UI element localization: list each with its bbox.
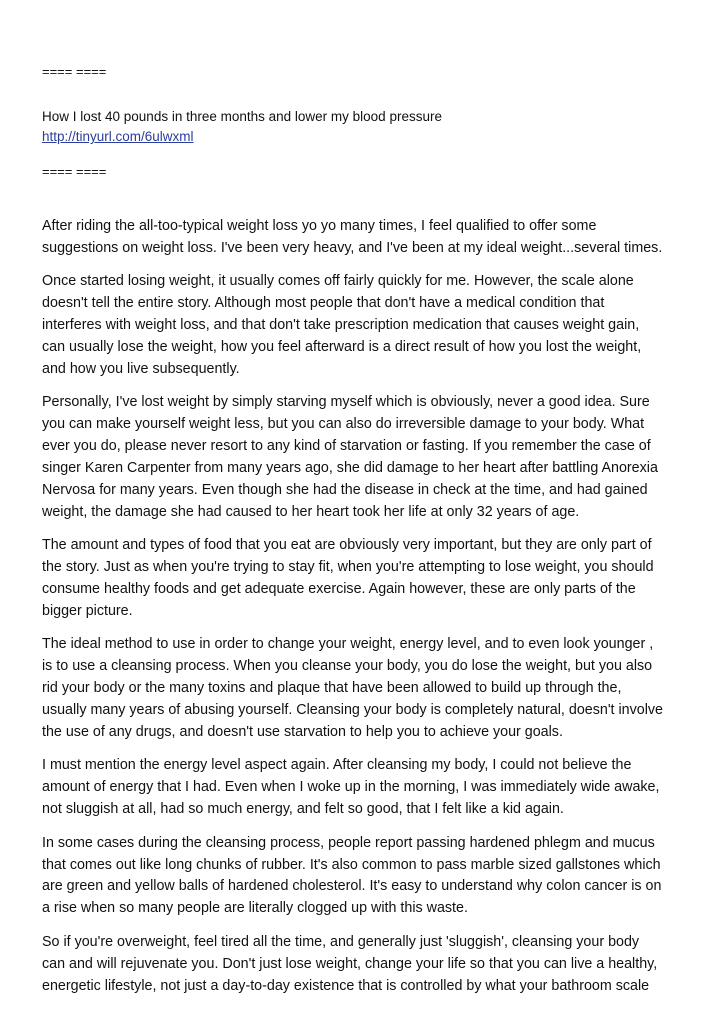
paragraph-line: interferes with weight loss, and that don't take prescription medication that causes weight gain, bbox=[42, 317, 640, 334]
paragraph-line: suggestions on weight loss. I've been very heavy, and I've been at my ideal weight...several times. bbox=[42, 239, 663, 256]
paragraph-line: The amount and types of food that you eat are obviously very important, but they are only part of bbox=[42, 537, 652, 554]
paragraph-6 bbox=[42, 755, 694, 821]
article-body bbox=[42, 216, 694, 998]
paragraph-line: consume healthy foods and get adequate exercise. Again however, these are only parts of the bbox=[42, 581, 636, 598]
header-separator-top: ==== ==== bbox=[42, 64, 107, 79]
paragraph-8 bbox=[42, 932, 694, 998]
paragraph-line: can and will rejuvenate you. Don't just lose weight, change your life so that you can live a healthy, bbox=[42, 955, 658, 972]
paragraph-line: Nervosa for many years. Even though she had the disease in check at the time, and had gained bbox=[42, 481, 648, 498]
paragraph-2 bbox=[42, 271, 694, 381]
paragraph-line: Personally, I've lost weight by simply starving myself which is obviously, never a good idea. Sure bbox=[42, 394, 650, 411]
paragraph-4 bbox=[42, 535, 694, 623]
paragraph-line: rid your body or the many toxins and plaque that have been allowed to build up through the, bbox=[42, 680, 622, 697]
document-page bbox=[42, 64, 694, 1009]
paragraph-line: that comes out like long chunks of rubber. It's also common to pass marble sized gallstones which bbox=[42, 856, 661, 873]
paragraph-line: doesn't tell the entire story. Although most people that don't have a medical condition that bbox=[42, 295, 605, 312]
paragraph-line: the story. Just as when you're trying to stay fit, when you're attempting to lose weight, you should bbox=[42, 559, 654, 576]
paragraph-line: bigger picture. bbox=[42, 603, 133, 619]
paragraph-line: energetic lifestyle, not just a day-to-day existence that is controlled by what your bathroom scale bbox=[42, 977, 650, 994]
paragraph-5 bbox=[42, 634, 694, 744]
paragraph-1 bbox=[42, 216, 694, 260]
paragraph-line: I must mention the energy level aspect again. After cleansing my body, I could not believe the bbox=[42, 757, 632, 774]
paragraph-line: So if you're overweight, feel tired all the time, and generally just 'sluggish', cleansing your body bbox=[42, 933, 640, 950]
paragraph-line: ever you do, please never resort to any kind of starvation or fasting. If you remember the case of bbox=[42, 438, 651, 455]
header-title: How I lost 40 pounds in three months and lower my blood pressure bbox=[42, 109, 442, 124]
header-link[interactable]: http://tinyurl.com/6ulwxml bbox=[42, 129, 194, 144]
paragraph-line: amount of energy that I had. Even when I woke up in the morning, I was immediately wide awake, bbox=[42, 779, 660, 796]
paragraph-line: is to use a cleansing process. When you cleanse your body, you do lose the weight, but you also bbox=[42, 658, 653, 675]
paragraph-line: usually many years of abusing yourself. Cleansing your body is completely natural, doesn't involve bbox=[42, 702, 664, 719]
paragraph-line: not sluggish at all, had so much energy, and felt so good, that I felt like a kid again. bbox=[42, 801, 564, 818]
paragraph-line: After riding the all-too-typical weight loss yo yo many times, I feel qualified to offer some bbox=[42, 218, 597, 234]
paragraph-line: are green and yellow balls of hardened cholesterol. It's easy to understand why colon cancer is on bbox=[42, 878, 662, 895]
paragraph-line: can usually lose the weight, how you feel afterward is a direct result of how you lost the weight, bbox=[42, 339, 642, 356]
paragraph-line: the use of any drugs, and doesn't use starvation to help you to achieve your goals. bbox=[42, 724, 563, 741]
paragraph-7 bbox=[42, 833, 694, 921]
paragraph-line: singer Karen Carpenter from many years ago, she did damage to her heart after battling Anorexia bbox=[42, 460, 658, 477]
paragraph-line: a rise when so many people are literally clogged up with this waste. bbox=[42, 900, 468, 917]
header-separator-bottom: ==== ==== bbox=[42, 164, 107, 179]
paragraph-line: weight, the damage she had caused to her heart took her life at only 32 years of age. bbox=[42, 503, 580, 520]
paragraph-line: Once started losing weight, it usually comes off fairly quickly for me. However, the scale alone bbox=[42, 273, 634, 290]
paragraph-line: and how you live subsequently. bbox=[42, 360, 240, 377]
paragraph-line: In some cases during the cleansing process, people report passing hardened phlegm and mucus bbox=[42, 834, 655, 851]
paragraph-3 bbox=[42, 392, 694, 523]
paragraph-line: you can make yourself weight less, but you can also do irreversible damage to your body. What bbox=[42, 416, 645, 433]
paragraph-line: The ideal method to use in order to change your weight, energy level, and to even look younger , bbox=[42, 636, 654, 653]
